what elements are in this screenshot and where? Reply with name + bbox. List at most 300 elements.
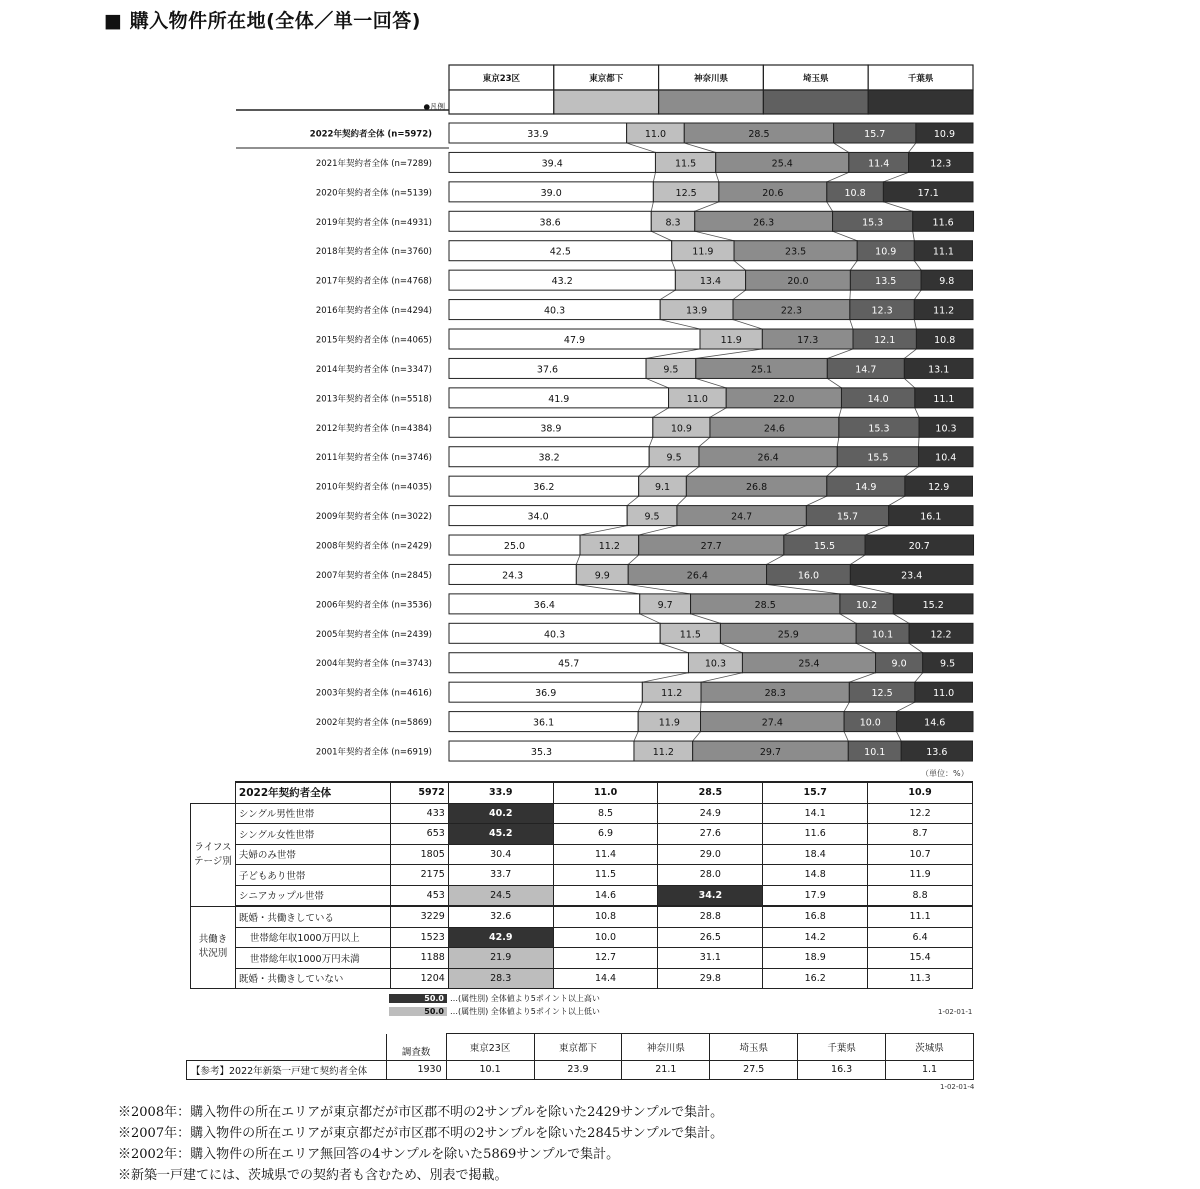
attr-row-value: 26.5 [658, 927, 763, 948]
attr-row-value: 33.7 [448, 865, 553, 886]
connector-line [660, 320, 700, 329]
bar-value-label: 25.0 [503, 541, 526, 553]
ref-val-1: 23.9 [534, 1060, 622, 1079]
bar-value-label: 8.3 [665, 217, 681, 229]
attr-row-n: 2175 [390, 865, 448, 886]
attr-row-value: 14.8 [763, 865, 868, 886]
legend-swatch [449, 90, 554, 114]
connector-line [580, 526, 627, 535]
attr-row-value: 27.6 [658, 824, 763, 845]
category-label: 2021年契約者全体 (n=7289) [315, 158, 432, 169]
attr-row [191, 824, 973, 845]
footnote: ※新築一戸建てには、茨城県での契約者も含むため、別表で掲載。 [118, 1168, 508, 1183]
ref-col-0: 東京23区 [446, 1034, 534, 1061]
connector-line [844, 702, 849, 711]
attr-group-label: 共働き状況別 [191, 906, 236, 989]
bar-value-label: 25.9 [777, 629, 799, 641]
category-label: 2006年契約者全体 (n=3536) [315, 600, 432, 611]
bar-value-label: 10.9 [670, 423, 692, 435]
bar-value-label: 12.9 [928, 482, 950, 494]
attr-row [191, 803, 973, 824]
bar-value-label: 9.7 [657, 599, 673, 611]
bar-value-label: 45.7 [558, 658, 580, 670]
bar-value-label: 15.5 [867, 452, 889, 464]
attr-row-n: 1523 [390, 927, 448, 948]
bar-value-label: 10.3 [704, 658, 727, 670]
ref-empty [187, 1034, 387, 1061]
attr-row-value: 45.2 [448, 824, 553, 845]
ref-data-row [187, 1060, 974, 1079]
bar-value-label: 26.4 [757, 452, 779, 464]
bar-value-label: 22.0 [773, 393, 795, 405]
connector-line [909, 643, 923, 652]
attr-row-value: 30.4 [448, 844, 553, 865]
bar-value-label: 11.5 [675, 158, 697, 170]
bar-value-label: 10.8 [934, 335, 956, 347]
attr-row-value: 24.5 [448, 885, 553, 906]
bar-value-label: 11.1 [933, 393, 955, 405]
connector-line [720, 643, 742, 652]
ref-n: 1930 [386, 1060, 446, 1079]
bar-value-label: 9.8 [939, 276, 955, 288]
attr-row-value: 11.9 [868, 865, 973, 886]
bar-value-label: 14.0 [867, 393, 889, 405]
legend-series-label: 東京23区 [482, 74, 521, 84]
connector-line [639, 467, 649, 476]
bar-value-label: 26.4 [686, 570, 708, 582]
bar-value-label: 9.1 [654, 482, 671, 494]
attr-row-value: 12.2 [868, 803, 973, 824]
category-label: 2013年契約者全体 (n=5518) [315, 394, 432, 405]
attr-row-value: 32.6 [448, 906, 553, 927]
bar-value-label: 27.4 [761, 717, 783, 729]
bar-value-label: 11.2 [598, 541, 620, 553]
connector-line [806, 496, 826, 505]
legend-series-label: 東京都下 [589, 74, 624, 84]
attr-row-value: 6.4 [868, 927, 973, 948]
bar-value-label: 11.0 [644, 129, 667, 140]
bar-value-label: 14.6 [924, 717, 946, 729]
bar-value-label: 17.3 [797, 335, 819, 347]
category-label: 2017年契約者全体 (n=4768) [315, 276, 432, 287]
attr-row-value: 12.7 [553, 948, 658, 969]
attr-row-value: 10.0 [553, 927, 658, 948]
attr-row-value: 11.5 [553, 865, 658, 886]
ref-val-3: 27.5 [710, 1060, 798, 1079]
bar-value-label: 14.9 [855, 482, 877, 494]
highlight-swatch: 50.0 [389, 1007, 447, 1016]
connector-line [733, 290, 746, 299]
legend-series-label: 神奈川県 [693, 74, 729, 84]
connector-line [904, 349, 916, 358]
bar-value-label: 11.4 [868, 158, 890, 170]
connector-line [893, 614, 909, 623]
attr-header-value: 28.5 [658, 782, 763, 803]
attr-row-value: 10.7 [868, 844, 973, 865]
bar-value-label: 23.4 [901, 570, 923, 582]
attr-header-row [191, 782, 973, 803]
attr-row-value: 14.2 [763, 927, 868, 948]
category-label: 2009年契約者全体 (n=3022) [315, 512, 432, 523]
attr-row-value: 11.1 [868, 906, 973, 927]
category-label: 2010年契約者全体 (n=4035) [315, 482, 432, 493]
connector-line [734, 261, 746, 270]
legend-swatch [868, 90, 973, 114]
bar-value-label: 9.5 [663, 364, 679, 376]
ref-col-5: 茨城県 [886, 1034, 974, 1061]
connector-line [837, 437, 839, 446]
bar-value-label: 13.9 [686, 305, 708, 317]
attr-row-value: 17.9 [763, 885, 868, 906]
attr-row-value: 14.4 [553, 968, 658, 989]
connector-line [733, 320, 762, 329]
ref-col-1: 東京都下 [534, 1034, 622, 1061]
attr-row-value: 16.8 [763, 906, 868, 927]
ref-val-2: 21.1 [622, 1060, 710, 1079]
bar-value-label: 17.1 [917, 187, 939, 199]
bar-value-label: 12.1 [874, 335, 896, 347]
connector-line [576, 584, 639, 593]
connector-line [696, 349, 763, 358]
connector-line [904, 378, 914, 387]
connector-line [919, 437, 920, 446]
legend-label: ●凡例 [423, 102, 445, 111]
bar-value-label: 47.9 [563, 335, 586, 347]
connector-line [767, 584, 840, 593]
category-label: 2019年契約者全体 (n=4931) [315, 217, 432, 228]
attr-row [191, 948, 973, 969]
attr-row-value: 21.9 [448, 948, 553, 969]
bar-value-label: 9.5 [666, 452, 682, 464]
connector-line [701, 702, 702, 711]
bar-value-label: 11.0 [933, 688, 955, 700]
bar-value-label: 9.5 [940, 658, 956, 670]
bar-value-label: 36.2 [533, 482, 555, 494]
bar-value-label: 12.3 [871, 305, 893, 317]
connector-line [883, 172, 908, 181]
bar-value-label: 11.5 [679, 629, 701, 641]
attr-header-label: 2022年契約者全体 [235, 782, 390, 803]
bar-value-label: 24.7 [731, 511, 753, 523]
bar-value-label: 11.2 [652, 747, 674, 759]
category-label: 2012年契約者全体 (n=4384) [315, 423, 432, 434]
bar-value-label: 28.5 [754, 599, 776, 611]
attr-row [191, 927, 973, 948]
bar-value-label: 10.4 [935, 452, 957, 464]
attr-row-value: 11.4 [553, 844, 658, 865]
connector-line [628, 584, 690, 593]
bar-value-label: 36.9 [535, 688, 557, 700]
connector-line [883, 202, 912, 211]
connector-line [651, 231, 671, 240]
attr-row-n: 3229 [390, 906, 448, 927]
bar-value-label: 38.2 [538, 452, 560, 464]
ref-val-4: 16.3 [798, 1060, 886, 1079]
connector-line [914, 320, 916, 329]
connector-line [856, 643, 875, 652]
category-label: 2007年契約者全体 (n=2845) [315, 570, 432, 581]
bar-value-label: 25.1 [750, 364, 773, 376]
highlight-text: …(属性別) 全体値より5ポイント以上高い [450, 994, 600, 1003]
category-label: 2022年契約者全体 (n=5972) [309, 129, 432, 140]
attr-row-label: シニアカップル世帯 [235, 885, 390, 906]
connector-line [827, 378, 841, 387]
bar-value-label: 10.9 [875, 246, 897, 258]
bar-value-label: 28.3 [764, 688, 786, 700]
highlight-legend-item [389, 993, 600, 1004]
bar-value-label: 10.0 [859, 717, 881, 729]
connector-line [896, 702, 914, 711]
connector-line [827, 202, 833, 211]
attr-row-n: 653 [390, 824, 448, 845]
legend-series-label: 埼玉県 [803, 74, 829, 84]
connector-line [672, 261, 676, 270]
attr-row-value: 28.0 [658, 865, 763, 886]
connector-line [850, 555, 865, 564]
bar-value-label: 9.9 [594, 570, 610, 582]
connector-line [696, 378, 726, 387]
attr-row-n: 1188 [390, 948, 448, 969]
ref-col-4: 千葉県 [798, 1034, 886, 1061]
connector-line [710, 408, 726, 417]
connector-line [677, 496, 686, 505]
connector-line [849, 673, 875, 682]
attr-row-value: 8.5 [553, 803, 658, 824]
attr-row-n: 433 [390, 803, 448, 824]
bar-value-label: 10.1 [864, 747, 886, 759]
attr-row-value: 29.8 [658, 968, 763, 989]
bar-value-label: 22.3 [780, 305, 803, 317]
bar-value-label: 11.9 [692, 246, 714, 258]
bar-value-label: 35.3 [530, 747, 553, 759]
attr-row-value: 6.9 [553, 824, 658, 845]
bar-value-label: 38.9 [540, 423, 562, 435]
bar-value-label: 9.5 [644, 511, 660, 523]
category-label: 2016年契約者全体 (n=4294) [315, 306, 432, 317]
legend-swatch [554, 90, 659, 114]
attr-row-n: 1805 [390, 844, 448, 865]
attr-row-value: 31.1 [658, 948, 763, 969]
ref-col-3: 埼玉県 [710, 1034, 798, 1061]
attr-row-value: 18.9 [763, 948, 868, 969]
ref-col-2: 神奈川県 [622, 1034, 710, 1061]
attr-row-value: 18.4 [763, 844, 868, 865]
bar-value-label: 36.4 [533, 599, 555, 611]
bar-value-label: 43.2 [551, 276, 573, 288]
bar-value-label: 13.4 [699, 276, 722, 288]
footnote: ※2008年：購入物件の所在エリアが東京都だが市区郡不明の2サンプルを除いた2429サンプルで集計。 [118, 1105, 724, 1120]
connector-line [914, 261, 921, 270]
connector-line [896, 732, 901, 741]
connector-line [839, 408, 842, 417]
attr-row-value: 14.6 [553, 885, 658, 906]
connector-line [833, 231, 858, 240]
bar-value-label: 11.6 [932, 217, 954, 229]
attr-row-value: 11.6 [763, 824, 868, 845]
connector-line [909, 143, 916, 152]
attr-row [191, 885, 973, 906]
connector-line [638, 702, 642, 711]
bar-value-label: 41.9 [548, 393, 570, 405]
connector-line [913, 231, 915, 240]
bar-value-label: 33.9 [527, 129, 549, 140]
attr-corner [191, 782, 236, 803]
attr-row [191, 968, 973, 989]
category-label: 2020年契約者全体 (n=5139) [315, 188, 432, 199]
attr-row-value: 34.2 [658, 885, 763, 906]
category-label: 2005年契約者全体 (n=2439) [315, 629, 432, 640]
bar-value-label: 24.3 [502, 570, 524, 582]
connector-line [784, 526, 807, 535]
connector-line [653, 408, 669, 417]
bar-value-label: 11.2 [661, 688, 683, 700]
highlight-legend-item [389, 1006, 600, 1017]
connector-line [627, 143, 656, 152]
attr-header-n: 5972 [390, 782, 448, 803]
connector-line [840, 614, 856, 623]
bar-value-label: 29.7 [759, 747, 782, 759]
connector-line [834, 143, 849, 152]
bar-value-label: 11.2 [933, 305, 955, 317]
bar-value-label: 12.2 [930, 629, 952, 641]
bar-value-label: 15.3 [862, 217, 884, 229]
attr-row-value: 24.9 [658, 803, 763, 824]
connector-line [642, 673, 688, 682]
attr-row-value: 16.2 [763, 968, 868, 989]
connector-line [628, 555, 638, 564]
bar-value-label: 15.3 [868, 423, 890, 435]
legend-swatch [659, 90, 764, 114]
bar-value-label: 26.3 [753, 217, 775, 229]
attr-group-label: ライフステージ別 [191, 803, 236, 906]
attr-row-value: 14.1 [763, 803, 868, 824]
attr-row-label: 世帯総年収1000万円以上 [235, 927, 390, 948]
category-label: 2001年契約者全体 (n=6919) [315, 747, 432, 758]
connector-line [576, 555, 580, 564]
footnotes [118, 1102, 723, 1186]
attr-row-n: 1204 [390, 968, 448, 989]
legend-swatch [763, 90, 868, 114]
bar-value-label: 24.6 [763, 423, 785, 435]
attr-row-label: 子どもあり世帯 [235, 865, 390, 886]
ref-val-5: 1.1 [886, 1060, 974, 1079]
bar-value-label: 10.3 [935, 423, 957, 435]
connector-line [827, 467, 837, 476]
attr-row-value: 28.8 [658, 906, 763, 927]
category-label: 2018年契約者全体 (n=3760) [315, 247, 432, 258]
bar-value-label: 12.5 [675, 187, 697, 199]
connector-line [699, 437, 710, 446]
connector-line [627, 496, 639, 505]
connector-line [701, 673, 742, 682]
attr-row [191, 906, 973, 927]
attr-row [191, 865, 973, 886]
connector-line [850, 261, 857, 270]
connector-line [691, 614, 721, 623]
attr-row-value: 15.4 [868, 948, 973, 969]
legend-series-label: 千葉県 [907, 74, 934, 84]
connector-line [850, 290, 851, 299]
bar-value-label: 40.3 [544, 305, 566, 317]
connector-line [695, 231, 734, 240]
category-label: 2014年契約者全体 (n=3347) [315, 364, 432, 375]
attr-row-value: 28.3 [448, 968, 553, 989]
bar-value-label: 28.5 [748, 129, 770, 140]
connector-line [695, 202, 719, 211]
connector-line [686, 467, 699, 476]
connector-line [767, 555, 784, 564]
attr-row-value: 10.8 [553, 906, 658, 927]
connector-line [850, 584, 893, 593]
connector-line [649, 437, 653, 446]
ref-row-label: 【参考】2022年新築一戸建て契約者全体 [187, 1060, 387, 1079]
attr-row-label: 夫婦のみ世帯 [235, 844, 390, 865]
bar-value-label: 27.7 [700, 541, 722, 553]
bar-value-label: 16.0 [797, 570, 820, 582]
bar-value-label: 25.4 [798, 658, 820, 670]
attr-header-value: 10.9 [868, 782, 973, 803]
connector-line [684, 143, 715, 152]
bar-value-label: 13.1 [928, 364, 950, 376]
connector-line [640, 614, 660, 623]
connector-line [639, 526, 677, 535]
bar-value-label: 20.7 [908, 541, 930, 553]
bar-value-label: 40.3 [544, 629, 566, 641]
bar-value-label: 25.4 [771, 158, 793, 170]
attr-row-label: 既婚・共働きしていない [235, 968, 390, 989]
attr-row-value: 29.0 [658, 844, 763, 865]
connector-line [646, 349, 700, 358]
bar-value-label: 20.0 [787, 276, 809, 288]
bar-value-label: 36.1 [533, 717, 555, 729]
connector-line [865, 526, 889, 535]
category-label: 2011年契約者全体 (n=3746) [315, 453, 432, 464]
attr-header-value: 11.0 [553, 782, 658, 803]
connector-line [844, 732, 848, 741]
attr-header-value: 33.9 [448, 782, 553, 803]
bar-value-label: 12.3 [930, 158, 952, 170]
category-label: 2004年契約者全体 (n=3743) [315, 659, 432, 670]
bar-value-label: 10.1 [872, 629, 894, 641]
bar-value-label: 12.5 [871, 688, 893, 700]
connector-line [915, 673, 923, 682]
connector-line [660, 290, 675, 299]
bar-value-label: 34.0 [527, 511, 549, 523]
unit-note: （単位：%） [921, 769, 969, 778]
attr-row-value: 11.3 [868, 968, 973, 989]
footnote: ※2002年：購入物件の所在エリア無回答の4サンプルを除いた5869サンプルで集計。 [118, 1147, 620, 1162]
attr-row-value: 8.8 [868, 885, 973, 906]
bar-value-label: 9.0 [891, 658, 907, 670]
attr-row-label: シングル男性世帯 [235, 803, 390, 824]
bar-value-label: 39.4 [541, 158, 563, 170]
bar-value-label: 16.1 [920, 511, 942, 523]
code-1: 1-02-01-1 [938, 1008, 973, 1016]
bar-value-label: 11.9 [720, 335, 742, 347]
connector-line [905, 467, 919, 476]
bar-value-label: 37.6 [536, 364, 559, 376]
footnote: ※2007年：購入物件の所在エリアが東京都だが市区郡不明の2サンプルを除いた2845サンプルで集計。 [118, 1126, 724, 1141]
connector-line [889, 496, 905, 505]
connector-line [827, 349, 853, 358]
connector-line [646, 378, 669, 387]
bar-value-label: 15.7 [864, 129, 886, 140]
bar-value-label: 10.9 [933, 129, 956, 140]
bar-value-label: 10.2 [856, 599, 878, 611]
highlight-text: …(属性別) 全体値より5ポイント以上低い [450, 1007, 600, 1016]
ref-val-0: 10.1 [446, 1060, 534, 1079]
connector-line [716, 172, 719, 181]
